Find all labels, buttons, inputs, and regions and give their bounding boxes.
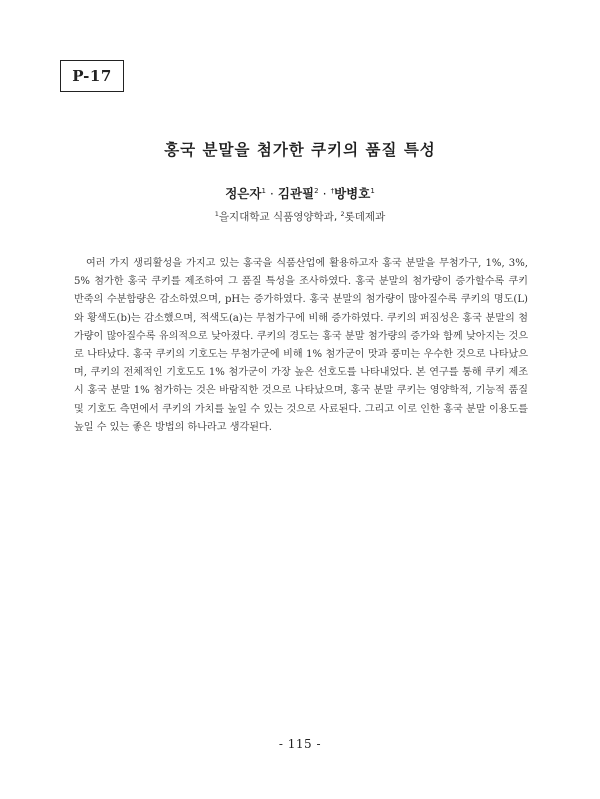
- poster-id-box: [60, 60, 124, 92]
- author: [278, 186, 319, 201]
- author: [225, 186, 266, 201]
- author-name: 방병호: [334, 186, 371, 201]
- author-affiliation-marker: 1: [261, 187, 266, 195]
- author-list: [0, 184, 600, 202]
- paper-title: 홍국 분말을 첨가한 쿠키의 품질 특성: [164, 141, 436, 159]
- affiliation-number: 2: [340, 210, 345, 218]
- author-affiliation-marker: 2: [314, 187, 319, 195]
- affiliation-name: 을지대학교 식품영양학과,: [218, 211, 338, 223]
- page-number: - 115 -: [278, 737, 322, 751]
- author: [331, 186, 375, 201]
- author-affiliation-marker: 1: [370, 187, 375, 195]
- author-name: 정은자: [225, 186, 262, 201]
- author-name: 김관필: [277, 186, 315, 201]
- affiliation-number: 1: [214, 210, 219, 218]
- corresponding-author-marker: †: [330, 187, 335, 195]
- poster-id-label: P-17: [72, 67, 112, 85]
- affiliation-name: 롯데제과: [344, 211, 386, 223]
- affiliation-line: [0, 209, 600, 224]
- abstract-text: 여러 가지 생리활성을 가지고 있는 홍국을 식품산업에 활용하고자 홍국 분말을 무첨가구, 1%, 3%, 5% 첨가한 홍국 쿠키를 제조하여 그 품질 특성을 조사하였다. 홍국 분말의 첨가량이 증가할수록 쿠키 반죽의 수분함량은 감소하였으며, pH는 증가하였다. 홍국 분말의 첨가량이 많아질수록 쿠키의 명도(L) 와 황색도(b)는 감소했으며, 적색도(a)는 무첨가구에 비해 증가하였다. 쿠키의 퍼짐성은 홍국 분말의 첨가량이 많아질수록 유의적으로 낮아졌다. 쿠키의 경도는 홍국 분말 첨가량의 증가와 함께 낮아지는 것으로 나타났다. 홍국 쿠키의 기호도는 무첨가군에 비해 1% 첨가군이 맛과 풍미는 우수한 것으로 나타났으며, 쿠키의 전체적인 기호도도 1% 첨가군이 가장 높은 선호도를 나타내었다. 본 연구를 통해 쿠키 제조시 홍국 분말 1% 첨가하는 것은 바람직한 것으로 나타났으며, 홍국 분말 쿠키는 영양학적, 기능적 품질 및 기호도 측면에서 쿠키의 가치를 높일 수 있는 것으로 사료된다. 그리고 이로 인한 홍국 분말 이용도를 높일 수 있는 좋은 방법의 하나라고 생각된다.: [74, 258, 528, 433]
- author-separator: ·: [322, 186, 327, 201]
- author-separator: ·: [269, 186, 274, 201]
